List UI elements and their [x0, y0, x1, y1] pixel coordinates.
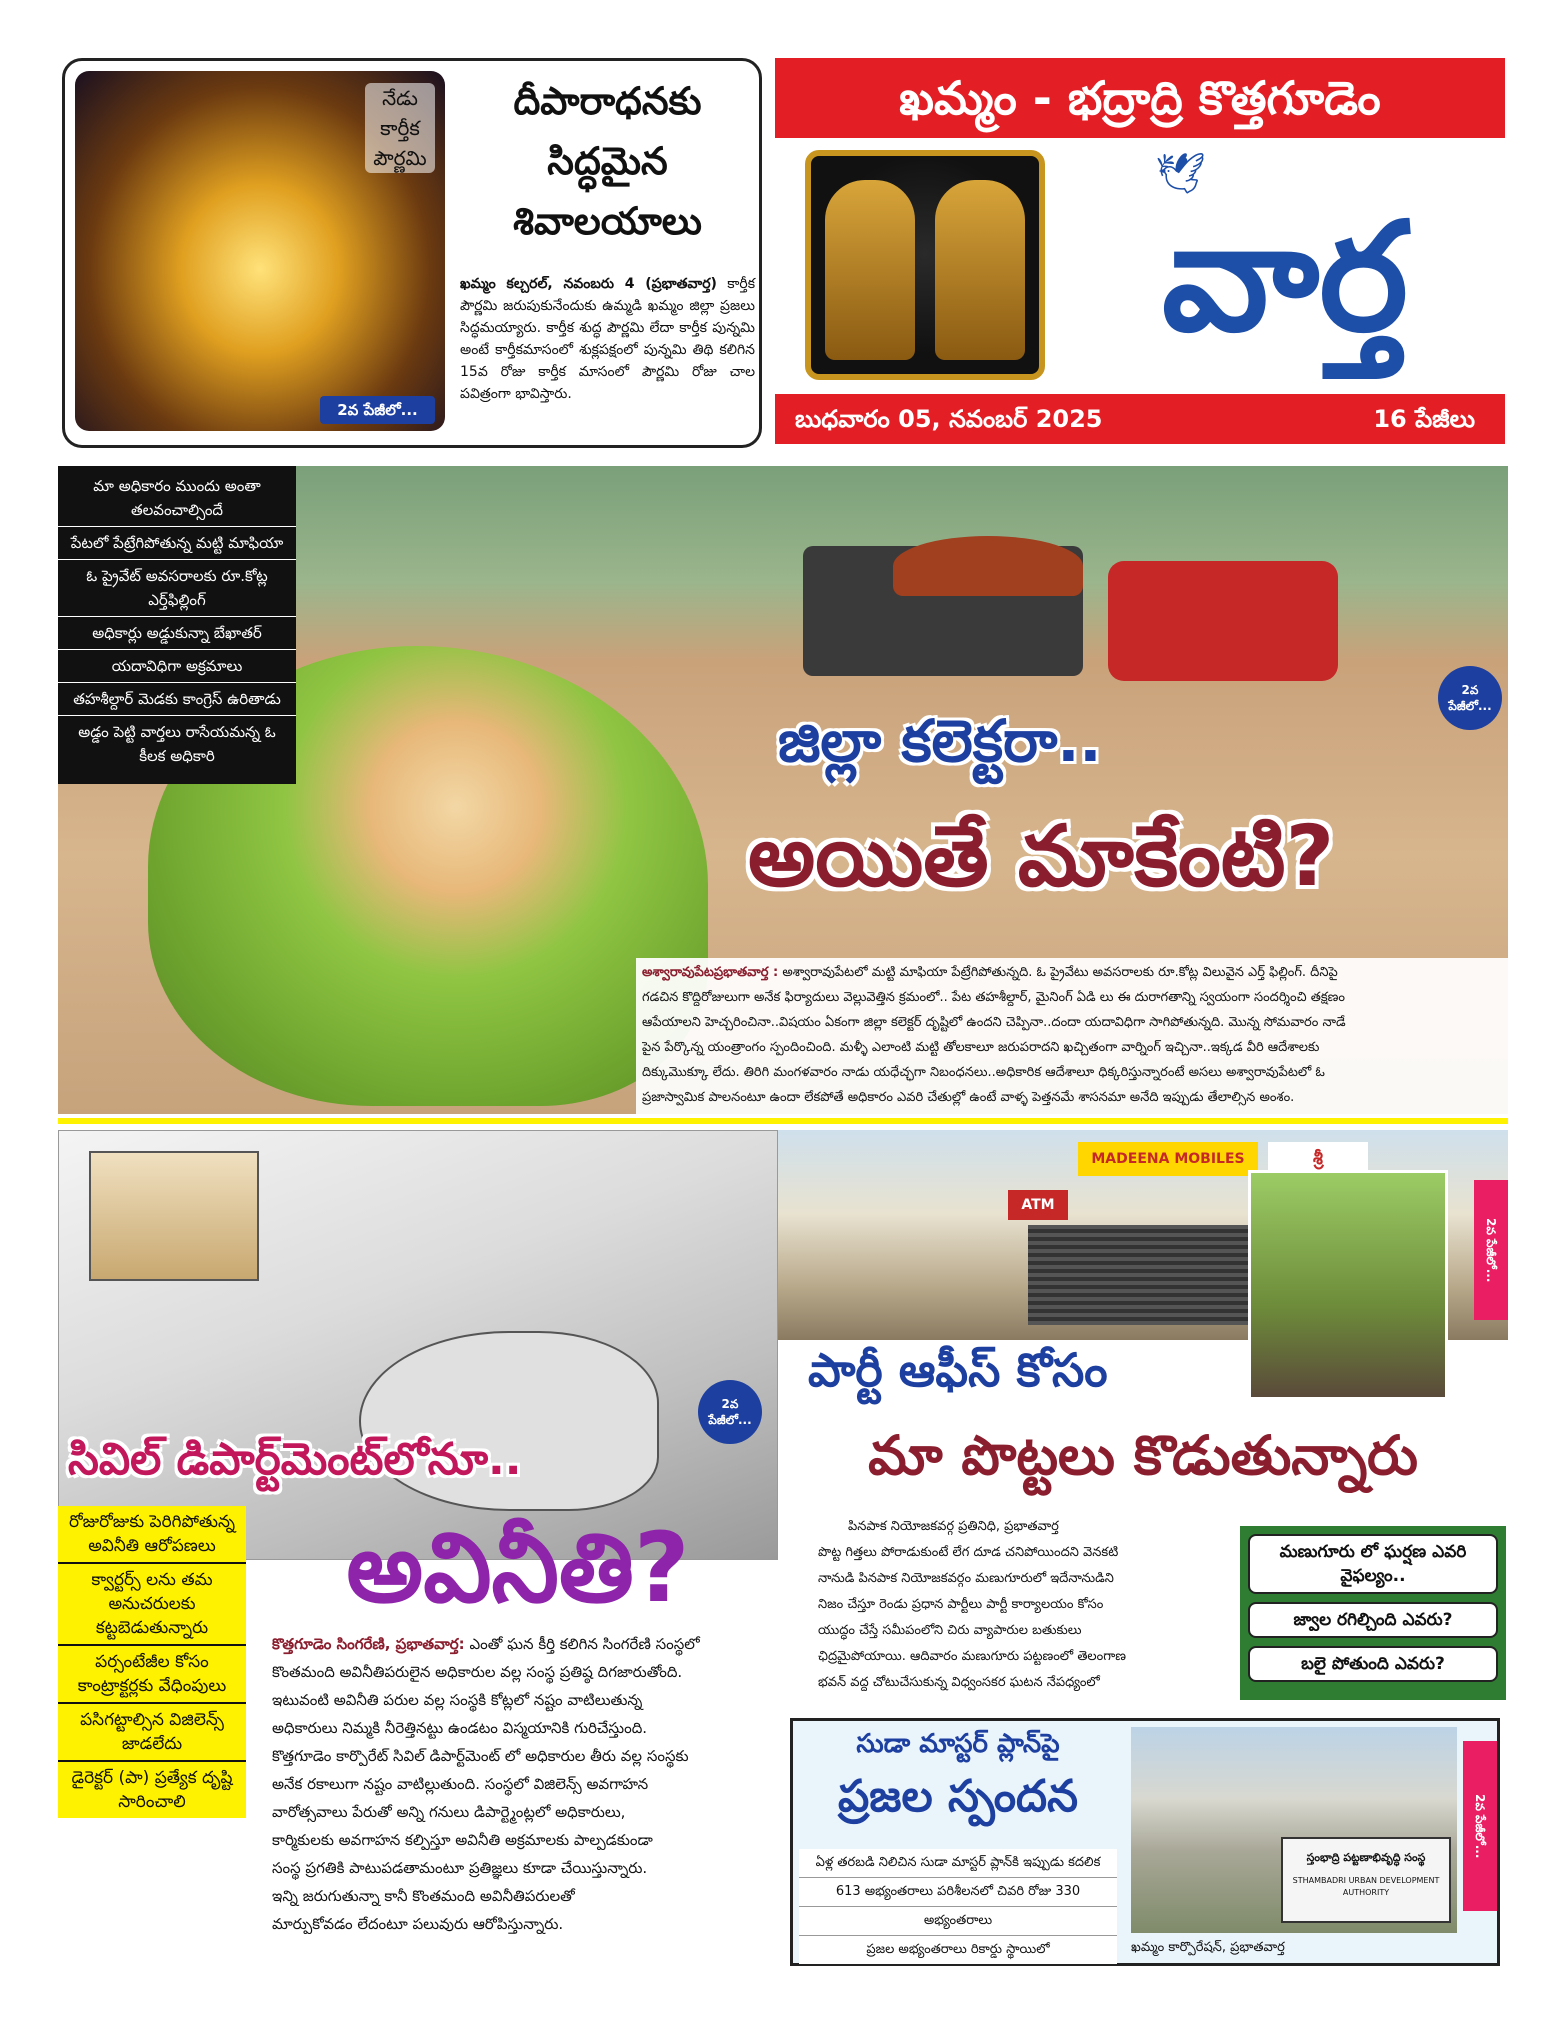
newspaper-logo: వార్త: [1161, 191, 1409, 365]
promo-body-text: కార్తీక పౌర్ణమి జరుపుకునేందుకు ఉమ్మడి ఖమ్మం జిల్లా ప్రజలు సిద్ధమయ్యారు. కార్తీక శుద్ధ పౌర్ణమి లేదా కార్తీక పున్నమి అంటే కార్తీకమాసంలో శుక్లపక్షంలో పున్నమి తిథి కలిగిన 15వ రోజు కార్తీక మాసంలో పౌర్ణమి రోజు చాల పవిత్రంగా భావిస్తారు.: [460, 276, 755, 402]
story1-sidebar-item: యదావిధిగా అక్రమాలు: [58, 650, 296, 683]
temple-photo: [75, 71, 445, 431]
shop-sign: శ్రీ: [1268, 1142, 1368, 1176]
story3-panel: [778, 1130, 1508, 1700]
suda-signboard: [1281, 1837, 1451, 1923]
story3-sidebar-item: మణుగూరు లో ఘర్షణ ఎవరి వైఫల్యం..: [1248, 1534, 1498, 1594]
story2-sidebar-item: పర్సంటేజీల కోసం కాంట్రాక్టర్లకు వేధింపులు: [58, 1646, 246, 1704]
story1-sidebar-item: పేటలో పేట్రేగిపోతున్న మట్టి మాఫియా: [58, 527, 296, 560]
masthead: [775, 58, 1505, 448]
story2-panel: [58, 1130, 778, 1970]
suda-sign-english: STHAMBADRI URBAN DEVELOPMENT AUTHORITY: [1292, 1876, 1440, 1897]
story4-badge[interactable]: 2వ పేజీలో...: [1463, 1741, 1497, 1911]
story3-sidebar-item: బలై పోతుంది ఎవరు?: [1248, 1646, 1498, 1682]
story4-city-photo: [1131, 1727, 1457, 1933]
story1-line: ప్రజాస్వామిక పాలనంటూ ఉందా లేకపోతే అధికారం ఎవరి చేతుల్లో ఉంటే వాళ్ళ పెత్తనమే శాసనమా అనేది ఇప్పుడు తేలాల్సిన అంశం.: [642, 1090, 1295, 1105]
story1-line: అశ్వారావుపేటప్రభాతవార్త : అశ్వారావుపేటలో మట్టి మాఫియా పేట్రేగిపోతున్నది. ఓ ప్రైవేటు అవసరాలకు రూ.కోట్ల విలువైన ఎర్త్ ఫిల్లింగ్. దీనిపై: [642, 965, 1338, 980]
story1-badge[interactable]: 2వ పేజీలో...: [1438, 666, 1502, 730]
issue-date: బుధవారం 05, నవంబర్ 2025: [795, 405, 1103, 433]
story2-line: సంస్థ ప్రగతికి పాటుపడతామంటూ ప్రతిజ్ఞలు కూడా చేయిస్తున్నారు.: [272, 1859, 648, 1877]
roller-image: [1108, 561, 1338, 681]
date-bar: [775, 394, 1505, 444]
story4-headline-1: సుడా మాస్టర్ ప్లాన్‌పై: [856, 1729, 1060, 1759]
story2-illustration: [58, 1130, 778, 1560]
story2-line: అనేక రకాలుగా నష్టం వాటిల్లుతుంది. సంస్థలో విజిలెన్స్ అవగాహన: [272, 1775, 649, 1793]
story3-line: పొట్ట గిత్తలు పోరాడుకుంటే లేగ దూడ చనిపోయిందని వెనకటి: [818, 1545, 1119, 1560]
story2-line: కొంతమంది అవినీతిపరులైన అధికారుల వల్ల సంస్థ ప్రతిష్ఠ దిగజారుతోంది.: [272, 1663, 683, 1681]
story3-badge[interactable]: 2వ పేజీలో...: [1474, 1180, 1508, 1320]
promo-box: [62, 58, 762, 448]
story1-sidebar-item: అధికార్లు అడ్డుకున్నా బేఖాతర్: [58, 617, 296, 650]
story1-panel: [58, 466, 1508, 1114]
story4-line: 613 అభ్యంతరాలు పరిశీలనలో చివరి రోజు 330: [799, 1878, 1117, 1907]
story2-line: కొత్తగూడెం సింగరేణి, ప్రభాతవార్త: ఎంతో ఘన కీర్తి కలిగిన సింగరేణి సంస్థలో: [272, 1635, 700, 1653]
story2-headline-2: అవినీతి?: [346, 1512, 690, 1624]
story3-line: ఛిద్రమైపోయాయి. ఆదివారం మణుగూరు పట్టణంలో తెలంగాణ: [818, 1649, 1126, 1664]
dove-icon: 🕊: [1155, 151, 1206, 197]
story3-headline-2: మా పొట్టలు కొడుతున్నారు: [868, 1424, 1418, 1487]
story4-line: అభ్యంతరాలు: [799, 1907, 1117, 1936]
story2-body: [272, 1630, 778, 1938]
story2-sidebar-item: రోజురోజుకు పెరిగిపోతున్న అవినీతి ఆరోపణలు: [58, 1506, 246, 1564]
story3-sidebar-item: జ్వాల రగిల్చింది ఎవరు?: [1248, 1602, 1498, 1638]
story3-body: [818, 1514, 1238, 1696]
story2-sidebar-item: పసిగట్టాల్సిన విజిలెన్స్ జాడలేదు: [58, 1704, 246, 1762]
promo-dateline: ఖమ్మం కల్చరల్, నవంబరు 4 (ప్రభాతవార్త): [460, 276, 717, 292]
story2-line: ఇటువంటి అవినీతి పరుల వల్ల సంస్థకి కోట్లలో నష్టం వాటిలుతున్న: [272, 1691, 643, 1709]
story3-sidebar: [1240, 1526, 1506, 1700]
story1-line: పైన పేర్కొన్న యంత్రాంగం స్పందించింది. మళ్ళీ ఎలాంటి మట్టి తోలకాలూ జరుపరాదని ఖచ్చితంగా వార్నింగ్ ఇచ్చినా..ఇక్కడ వీరి ఆదేశాలకు: [642, 1040, 1320, 1055]
story4-body: [799, 1849, 1117, 1964]
story3-line: యుద్ధం చేస్తే సమీపంలోని చిరు వ్యాపారుల బతుకులు: [818, 1623, 1082, 1638]
promo-body: [460, 273, 755, 405]
story2-sidebar-item: డైరెక్టర్ (పా) ప్రత్యేక దృష్టి సారించాలి: [71, 1768, 233, 1812]
story2-headline-1: సివిల్ డిపార్ట్‌మెంట్‌లోనూ..: [68, 1434, 522, 1485]
story2-badge[interactable]: 2వ పేజీలో...: [698, 1380, 762, 1444]
story1-sidebar-item: అడ్డం పెట్టి వార్తలు రాసేయమన్న ఓ కీలక అధికారి: [78, 723, 276, 765]
story2-sidebar-item: క్వార్టర్స్ లను తమ అనుచరులకు కట్టబెడుతున్నారు: [58, 1564, 246, 1646]
deity-image: [805, 150, 1045, 380]
story1-dateline: అశ్వారావుపేటప్రభాతవార్త :: [642, 965, 779, 980]
story2-line: వారోత్సవాలు పేరుతో అన్ని గనులు డిపార్ట్మెంట్లలో అధికారులు,: [272, 1803, 626, 1821]
story2-line: మార్పుకోవడం లేదంటూ పలువురు ఆరోపిస్తున్నారు.: [272, 1915, 564, 1933]
region-banner: ఖమ్మం - భద్రాద్రి కొత్తగూడెం: [775, 58, 1505, 138]
story3-line: నిజం చేస్తూ రెండు ప్రధాన పార్టీలు పార్టీ కార్యాలయం కోసం: [818, 1597, 1104, 1612]
story3-dateline: పినపాక నియోజకవర్గ ప్రతినిధి, ప్రభాతవార్త: [848, 1519, 1059, 1534]
story3-line: భవన్ వద్ద చోటుచేసుకున్న విధ్వంసకర ఘటన నేపధ్యంలో: [818, 1675, 1100, 1690]
suda-sign-telugu: స్తంభాద్రి పట్టణాభివృద్ధి సంస్థ: [1306, 1851, 1426, 1864]
story2-line: ఇన్ని జరుగుతున్నా కానీ కొంతమంది అవినీతిపరులతో: [272, 1887, 575, 1905]
story1-sidebar-item: ఓ ప్రైవేట్ అవసరాలకు రూ.కోట్ల ఎర్త్‌ఫిల్లింగ్: [58, 560, 296, 617]
story1-line: దిక్కుమొక్కూ లేదు. తిరిగి మంగళవారం నాడు యధేచ్ఛగా నిబంధనలు..అధికారిక ఆదేశాలూ ధిక్కరిస్తున్నారంటే అసలు అశ్వారావుపేటలో ఓ: [642, 1065, 1325, 1080]
story1-headline-1: జిల్లా కలెక్టరా..: [778, 707, 1102, 775]
tractor-image: [803, 546, 1083, 676]
story1-sidebar-item: మా అధికారం ముందు అంతా తలవంచాల్సిందే: [58, 470, 296, 527]
story2-line: కొత్తగూడెం కార్పొరేట్ సివిల్ డిపార్ట్‌మెంట్ లో అధికారుల తీరు వల్ల సంస్థకు: [272, 1747, 689, 1765]
story1-body: [636, 958, 1508, 1114]
promo-overlay-text: నేడు కార్తీక పౌర్ణమి: [365, 83, 435, 173]
story4-caption: ఖమ్మం కార్పొరేషన్, ప్రభాతవార్త: [1131, 1940, 1285, 1955]
story3-line: నానుడి పినపాక నియోజకవర్గం మణుగూరులో ఇదేనానుడిని: [818, 1571, 1114, 1586]
story4-line: ఏళ్ల తరబడి నిలిచిన సుడా మాస్టర్ ప్లాన్‌కి ఇప్పుడు కదలిక: [799, 1849, 1117, 1878]
story1-line: గడచిన కొద్దిరోజులుగా అనేక ఫిర్యాదులు వెల్లువెత్తిన క్రమంలో.. పేట తహశీల్దార్, మైనింగ్ ఏడి లు ఈ దురాగతాన్ని స్వయంగా సందర్శించి తక్షణం: [642, 990, 1345, 1005]
story2-dateline: కొత్తగూడెం సింగరేణి, ప్రభాతవార్త:: [272, 1635, 465, 1653]
story4-headline-2: ప్రజల స్పందన: [838, 1771, 1078, 1822]
promo-page-ref[interactable]: 2వ పేజీలో...: [320, 396, 435, 424]
story1-sidebar-item: తహశీల్దార్ మెడకు కాంగ్రెస్ ఉరితాడు: [58, 683, 296, 716]
page-count: 16 పేజీలు: [1373, 405, 1475, 433]
section-divider: [58, 1118, 1508, 1124]
story1-sidebar: [58, 466, 296, 784]
story1-line: ఆపేయాలని హెచ్చరించినా..విషయం ఏకంగా జిల్లా కలెక్టర్ దృష్టిలో ఉందని చెప్పినా..దందా యదావిధిగా సాగిపోతున్నది. మొన్న సోమవారం నాడే: [642, 1015, 1346, 1030]
story4-panel: [790, 1718, 1500, 1966]
promo-headline: దీపారాధనకు సిద్ధమైన శివాలయాలు: [513, 79, 702, 243]
shop-sign: ATM: [1008, 1190, 1068, 1220]
story1-headline-2: అయితే మాకేంటి?: [748, 807, 1335, 905]
story4-line: ప్రజల అభ్యంతరాలు రికార్డు స్థాయిలో: [799, 1936, 1117, 1964]
story2-line: అధికారులు నిమ్మకి నీరెత్తినట్టు ఉండటం విస్మయానికి గురిచేస్తుంది.: [272, 1719, 648, 1737]
shop-sign: MADEENA MOBILES: [1078, 1142, 1258, 1176]
story2-sidebar: [58, 1506, 246, 1818]
story3-headline-1: పార్టీ ఆఫీస్ కోసం: [808, 1343, 1108, 1397]
story2-line: కార్మికులకు అవగాహన కల్పిస్తూ అవినీతి అక్రమాలకు పాల్పడకుండా: [272, 1831, 653, 1849]
